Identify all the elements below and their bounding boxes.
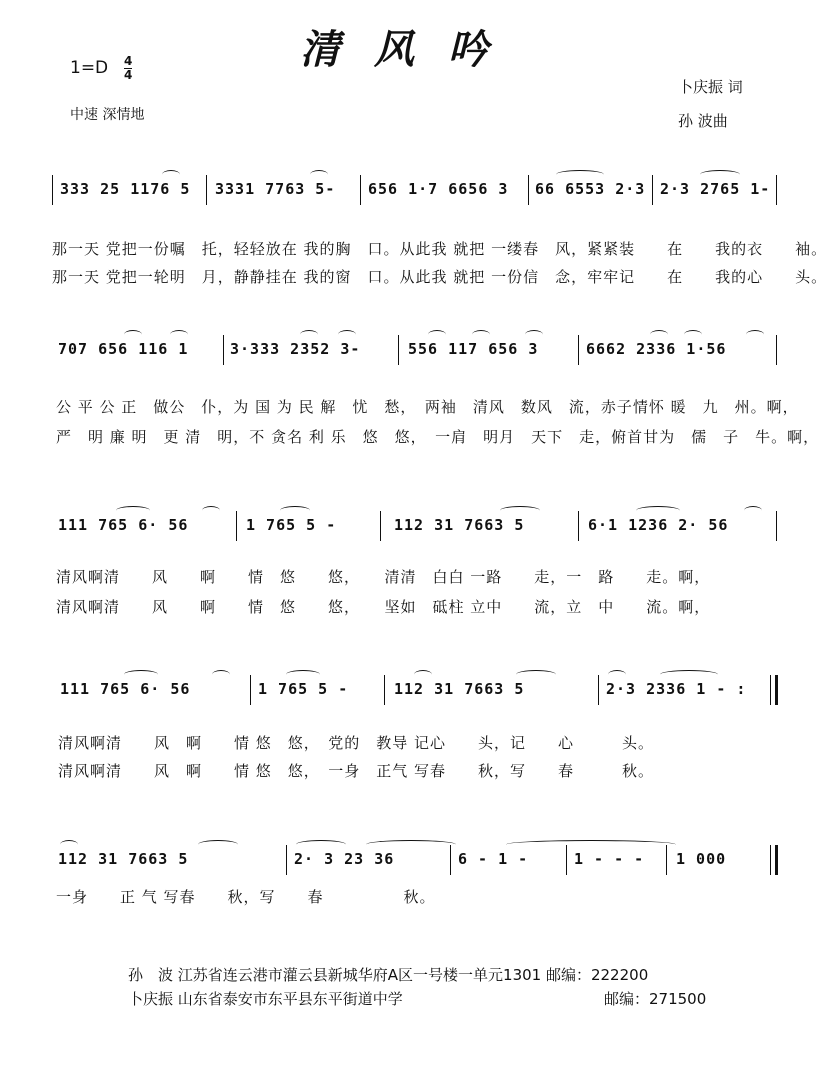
measure-notes: 656 1·7 6656 3 [368, 180, 509, 198]
measure-notes: 707 656 116 1 [58, 340, 189, 358]
time-signature [124, 55, 132, 82]
measure-notes: 6662 2336 1·56 [586, 340, 727, 358]
composer-credit: 孙 波曲 [678, 112, 728, 130]
measure-notes: 333 25 1176 5 [60, 180, 191, 198]
measure-notes: 6 - 1 - [458, 850, 529, 868]
lyricist-postcode: 邮编：271500 [604, 990, 707, 1008]
measure-notes: 2·3 2765 1- [660, 180, 771, 198]
measure-notes: 1 - - - [574, 850, 645, 868]
measure-notes: 66 6553 2·3 [535, 180, 646, 198]
lyric-line: 清风啊清 风 啊 情 悠 悠， 党的 教导 记心 头，记 心 头。 [58, 734, 655, 752]
lyric-line: 清风啊清 风 啊 情 悠 悠， 坚如 砥柱 立中 流，立 中 流。啊， [56, 598, 711, 616]
measure-notes: 2·3 2336 1 - : [606, 680, 747, 698]
measure-notes: 3·333 2352 3- [230, 340, 361, 358]
composer-address: 孙 波 江苏省连云港市灌云县新城华府A区一号楼一单元1301 邮编：222200 [128, 966, 649, 984]
measure-notes: 3331 7763 5- [215, 180, 336, 198]
measure-notes: 2· 3 23 36 [294, 850, 395, 868]
measure-notes: 112 31 7663 5 [58, 850, 189, 868]
lyric-line: 公 平 公 正 做公 仆，为 国 为 民 解 忧 愁， 两袖 清风 数风 流，赤子情怀 暖 九 州。啊， [56, 398, 799, 416]
lyric-line: 清风啊清 风 啊 情 悠 悠， 一身 正气 写春 秋，写 春 秋。 [58, 762, 655, 780]
measure-notes: 556 117 656 3 [408, 340, 539, 358]
lyric-line: 一身 正 气 写春 秋，写 春 秋。 [56, 888, 436, 906]
measure-notes: 1 000 [676, 850, 727, 868]
tempo-marking: 中速 深情地 [70, 107, 145, 123]
lyric-line: 那一天 党把一轮明 月，静静挂在 我的窗 口。从此我 就把 一份信 念，牢牢记 在 我的心 头。 [52, 268, 828, 286]
song-title: 清风吟 [300, 26, 522, 73]
measure-notes: 1 765 5 - [258, 680, 349, 698]
time-signature-top: 4 [124, 54, 133, 68]
measure-notes: 1 765 5 - [246, 516, 337, 534]
lyric-line: 那一天 党把一份嘱 托，轻轻放在 我的胸 口。从此我 就把 一缕春 风，紧紧装 在 我的衣 袖。 [52, 240, 828, 258]
measure-notes: 111 765 6· 56 [58, 516, 189, 534]
key-signature: 1=D [70, 58, 109, 78]
lyric-line: 清风啊清 风 啊 情 悠 悠， 清清 白白 一路 走，一 路 走。啊， [56, 568, 711, 586]
measure-notes: 112 31 7663 5 [394, 680, 525, 698]
time-signature-bottom: 4 [124, 68, 133, 82]
lyric-line: 严 明 廉 明 更 清 明，不 贪名 利 乐 悠 悠， 一肩 明月 天下 走，俯首甘为 儒 子 牛。啊， [56, 428, 820, 446]
lyricist-credit: 卜庆振 词 [678, 78, 743, 96]
measure-notes: 6·1 1236 2· 56 [588, 516, 729, 534]
measure-notes: 111 765 6· 56 [60, 680, 191, 698]
measure-notes: 112 31 7663 5 [394, 516, 525, 534]
lyricist-address: 卜庆振 山东省泰安市东平县东平街道中学 [128, 990, 403, 1008]
